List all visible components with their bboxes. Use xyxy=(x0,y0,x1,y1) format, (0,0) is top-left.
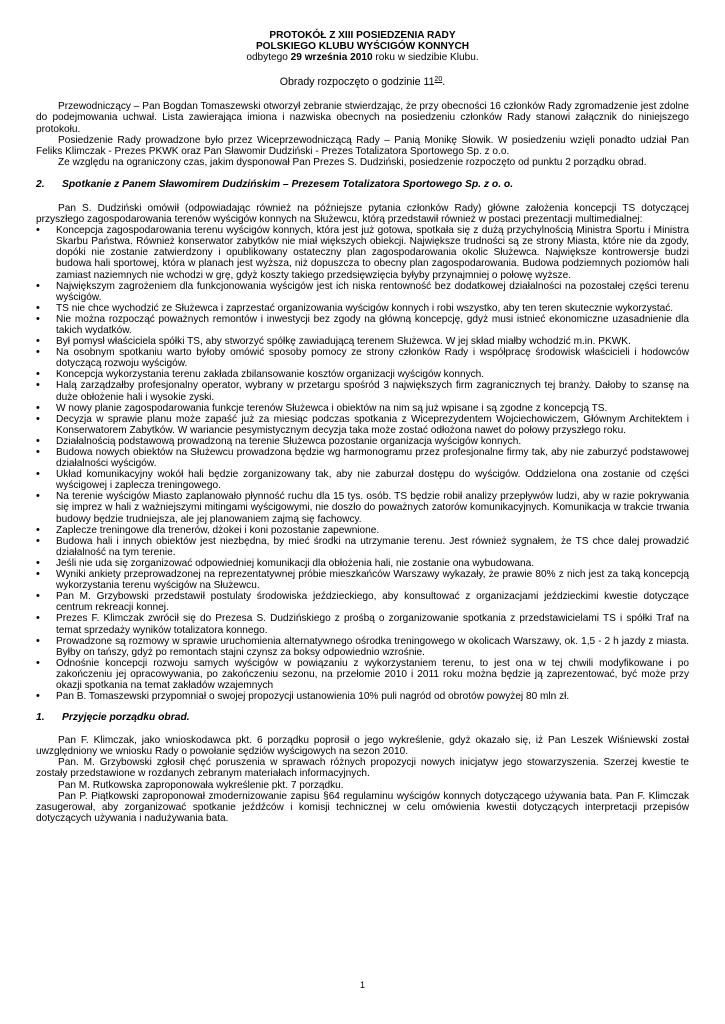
date-suffix: roku w siedzibie Klubu. xyxy=(372,52,479,64)
bullet-item: • Decyzja w sprawie planu może zapaść już za miesiąc podczas spotkania z Wiceprezydentem Wojciechowiczem, Głównym Architektem i Konserwatorem Zabytków. W wariancie pesymistycznym decyzja taka może zostać odłożona nawet do połowy przyszłego roku. xyxy=(36,414,689,436)
section-1-paragraph: Pan P. Piątkowski zaproponował zmodernizowanie zapisu §64 regulaminu wyścigów konnych dotyczącego używania bata. Pan F. Klimczak zasugerował, aby zorganizować spotkanie jeźdźców i komisji technicznej w celu omówienia kwestii dotyczących interpretacji przepisów dotyczących używania i nadużywania bata. xyxy=(36,790,689,824)
section-1-number: 1. xyxy=(36,712,45,724)
section-2-bullet-list xyxy=(36,225,689,702)
page-number: 1 xyxy=(359,980,365,990)
section-2-lead: Pan S. Dudziński omówił (odpowiadając również na późniejsze pytania członków Rady) główne założenia koncepcji TS dotyczącej przyszłego zagospodarowania terenów wyścigów konnych na Służewcu, którą przedstawił również w postaci prezentacji multimedialnej: xyxy=(36,202,689,226)
bullet-item: • Koncepcja wykorzystania terenu zakłada zbilansowanie kosztów organizacji wyścigów konnych. xyxy=(36,369,689,380)
date-prefix: odbytego xyxy=(246,52,291,64)
obrady-minutes: 20 xyxy=(434,76,443,84)
bullet-item: • Prezes F. Klimczak zwrócił się do Prezesa S. Dudzińskiego z prośbą o zorganizowanie spotkania z przedstawicielami TS i spółki Traf na temat sprzedaży wyników totalizatora konnego. xyxy=(36,613,689,635)
bullet-item: • Układ komunikacyjny wokół hali będzie zorganizowany tak, aby nie zaburzał dostępu do wyścigów. Oddzielona ona zostanie od części wyścigowej i zaplecza treningowego. xyxy=(36,469,689,491)
bullet-item: • Największym zagrożeniem dla funkcjonowania wyścigów jest ich niska rentowność bez dodatkowej działalności na pozostałej części terenu wyścigów. xyxy=(36,281,689,303)
intro-paragraph: Posiedzenie Rady prowadzone było przez Wiceprzewodniczącą Rady – Panią Monikę Słowik. W posiedzeniu wzięli ponadto udział Pan Feliks Klimczak - Prezes PKWK oraz Pan Sławomir Dudziński - Prezes Totalizatora Sportowego Sp. z o.o. xyxy=(36,134,689,157)
bullet-item: • Halą zarządzałby profesjonalny operator, wybrany w przetargu spośród 3 największych firm zagranicznych tej branży. Dałoby to szansę na duże obłożenie hali i wysokie zyski. xyxy=(36,380,689,402)
bullet-item: • W nowy planie zagospodarowania funkcje terenów Służewca i obiektów na nim są już wpisane i są zgodne z koncepcją TS. xyxy=(36,403,689,414)
section-2-heading xyxy=(36,179,689,191)
intro-paragraph: Ze względu na ograniczony czas, jakim dysponował Pan Prezes S. Dudziński, posiedzenie rozpoczęto od punktu 2 porządku obrad. xyxy=(58,156,647,168)
bullet-item: • Budowa hali i innych obiektów jest niezbędna, by mieć środki na utrzymanie terenu. Jest również sygnałem, że TS chce dalej prowadzić działalność na tym terenie. xyxy=(36,536,689,558)
bullet-item: • Zaplecze treningowe dla trenerów, dżokei i koni pozostanie zapewnione. xyxy=(36,525,689,536)
meeting-date-line xyxy=(36,52,689,63)
bullet-item: • Koncepcja zagospodarowania terenu wyścigów konnych, która jest już gotowa, spotkała się z dużą przychylnością Ministra Sportu i Ministra Skarbu Państwa. Również konserwator zabytków nie miał większych obiekcji. Największe trudności są ze strony Miasta, które nie da zgody, dopóki nie zostanie zatwierdzony i opublikowany ostateczny plan zagospodarowania okolic Służewca. Największe kontrowersje budzi budowa hali sportowej, która w planach jest wyższa, niż dopuszcza to obecny plan zagospodarowania. Budowa podziemnych poziomów hali zamiast naziemnych nie wchodzi w grę, gdyż koszty takiego przedsięwzięcia byłyby przynajmniej o połowę wyższe. xyxy=(36,225,689,280)
bullet-item: • Wyniki ankiety przeprowadzonej na reprezentatywnej próbie mieszkańców Warszawy wykazały, że prawie 80% z nich jest za taką koncepcją wykorzystania terenu wyścigów na Służewcu. xyxy=(36,569,689,591)
obrady-end: . xyxy=(442,76,446,89)
bullet-item: • Na terenie wyścigów Miasto zaplanowało płynność ruchu dla 15 tys. osób. TS będzie robił analizy przepływów ludzi, aby w razie pokrywania się imprez w hali z ważniejszymi mitingami wyścigowymi, nie doszło do poważnych zatorów komunikacyjnych. Komunikacja w trakcie trwania budowy będzie trudniejsza, ale jej planowaniem zajmą się fachowcy. xyxy=(36,491,689,524)
bullet-item: • Był pomysł właściciela spółki TS, aby stworzyć spółkę zawiadującą terenem Służewca. W jej skład miałby wchodzić m.in. PKWK. xyxy=(36,336,689,347)
section-1-title: Przyjęcie porządku obrad. xyxy=(62,712,190,724)
document-title-line2: POLSKIEGO KLUBU WYŚCIGÓW KONNYCH xyxy=(255,41,470,53)
bullet-item: • Na osobnym spotkaniu warto byłoby omówić sposoby pomocy ze strony członków Rady i współpracę środowisk właścicieli i hodowców dotyczącą rozwoju wyścigów. xyxy=(36,347,689,369)
section-1-paragraph: Pan. M. Grzybowski zgłosił chęć poruszenia w sprawach różnych propozycji nowych inicjatyw jego stowarzyszenia. Szerzej kwestie te zostały przedstawione w rozdanych zebranym materiałach informacyjnych. xyxy=(36,757,689,780)
bullet-item: • Działalnością podstawową prowadzoną na terenie Służewca pozostanie organizacja wyścigów konnych. xyxy=(36,436,689,447)
bullet-item: • Jeśli nie uda się zorganizować odpowiedniej komunikacji dla obłożenia hali, nie zostanie ona wybudowana. xyxy=(36,558,689,569)
bullet-item: • Nie można rozpocząć poważnych remontów i inwestycji bez zgody na główną koncepcję, gdyż musi istnieć ekonomiczne uzasadnienie dla takich wydatków. xyxy=(36,314,689,336)
section-1-paragraph: Pan M. Rutkowska zaproponowała wykreślenie pkt. 7 porządku. xyxy=(58,779,344,791)
section-1-paragraph: Pan F. Klimczak, jako wnioskodawca pkt. 6 porządku poprosił o jego wykreślenie, gdyż okazało się, iż Pan Leszek Wiśniewski został uwzględniony we wniosku Rady o powołanie sędziów wyścigowych na sezon 2010. xyxy=(36,735,689,758)
bullet-item: • Odnośnie koncepcji rozwoju samych wyścigów w powiązaniu z wykorzystaniem terenu, to jest ona w tej chwili modyfikowane i po zakończeniu jej opracowywania, po zakończeniu sezonu, na przełomie 2010 i 2011 roku można będzie ją zaprezentować, być może przy okazji spotkania na temat zakładów wzajemnych xyxy=(36,658,689,691)
section-1-heading xyxy=(36,712,689,724)
section-2-title: Spotkanie z Panem Sławomirem Dudzińskim – Prezesem Totalizatora Sportowego Sp. z o. o. xyxy=(62,178,514,190)
obrady-text: Obrady rozpoczęto o godzinie 11 xyxy=(279,76,435,89)
document-title-line1: PROTOKÓŁ Z XIII POSIEDZENIA RADY xyxy=(269,30,456,41)
bullet-item: • Prowadzone są rozmowy w sprawie uruchomienia alternatywnego ośrodka treningowego w okolicach Warszawy, ok. 1,5 - 2 h jazdy z miasta. Byłby on tańszy, gdyż po remontach stajni czynsz za boksy odpowiednio wzrośnie. xyxy=(36,636,689,658)
meeting-date: 29 września 2010 xyxy=(290,52,373,64)
bullet-item: • Pan B. Tomaszewski przypomniał o swojej propozycji ustanowienia 10% puli nagród od obrotów powyżej 80 mln zł. xyxy=(36,691,689,702)
bullet-item: • Budowa nowych obiektów na Służewcu prowadzona będzie wg harmonogramu przez profesjonalne firmy tak, aby nie zaburzyć podstawowej działalności wyścigów. xyxy=(36,447,689,469)
bullet-item: • Pan M. Grzybowski przedstawił postulaty środowiska jeździeckiego, aby konsultować z organizacjami jeździeckimi kwestie dotyczące centrum rekreacji konnej. xyxy=(36,591,689,613)
meeting-start-time xyxy=(36,77,689,88)
bullet-item: • TS nie chce wychodzić ze Służewca i zaprzestać organizowania wyścigów konnych i robi wszystko, aby ten teren skutecznie wykorzystać. xyxy=(36,303,689,314)
intro-paragraph: Przewodniczący – Pan Bogdan Tomaszewski otworzył zebranie stwierdzając, że przy obecności 16 członków Rady zgromadzenie jest zdolne do podejmowania uchwał. Lista zawierająca imiona i nazwiska obecnych na posiedzeniu członków Rady stanowi załącznik do niniejszego protokołu. xyxy=(36,101,689,135)
section-2-number: 2. xyxy=(36,178,45,190)
